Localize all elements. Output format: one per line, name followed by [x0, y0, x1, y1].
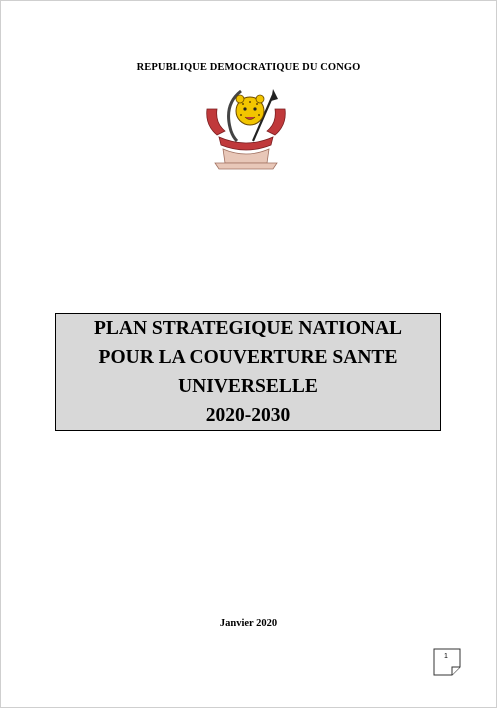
- title-line-2: POUR LA COUVERTURE SANTE: [98, 347, 398, 368]
- publication-date: Janvier 2020: [219, 618, 278, 629]
- ribbon-right: [267, 109, 285, 135]
- leopard-eye-right: [253, 107, 256, 110]
- leopard-eye-left: [243, 107, 246, 110]
- coat-of-arms-emblem: [201, 85, 291, 175]
- drc-coat-of-arms-icon: [201, 85, 291, 175]
- ribbon-left: [207, 109, 225, 135]
- leopard-ear-left: [236, 95, 244, 103]
- title-line-1: PLAN STRATEGIQUE NATIONAL: [93, 318, 403, 339]
- emblem-base: [215, 163, 277, 169]
- page-number: 1: [444, 653, 448, 660]
- country-name: REPUBLIQUE DEMOCRATIQUE DU CONGO: [136, 62, 361, 73]
- spear-head: [271, 89, 278, 101]
- leopard-ear-right: [256, 95, 264, 103]
- ribbon-bottom: [219, 137, 273, 150]
- page-number-badge: [433, 648, 461, 676]
- emblem-pedestal: [223, 149, 269, 163]
- title-years: 2020-2030: [205, 405, 291, 426]
- title-line-3: UNIVERSELLE: [178, 376, 318, 397]
- document-title-box: [55, 313, 441, 431]
